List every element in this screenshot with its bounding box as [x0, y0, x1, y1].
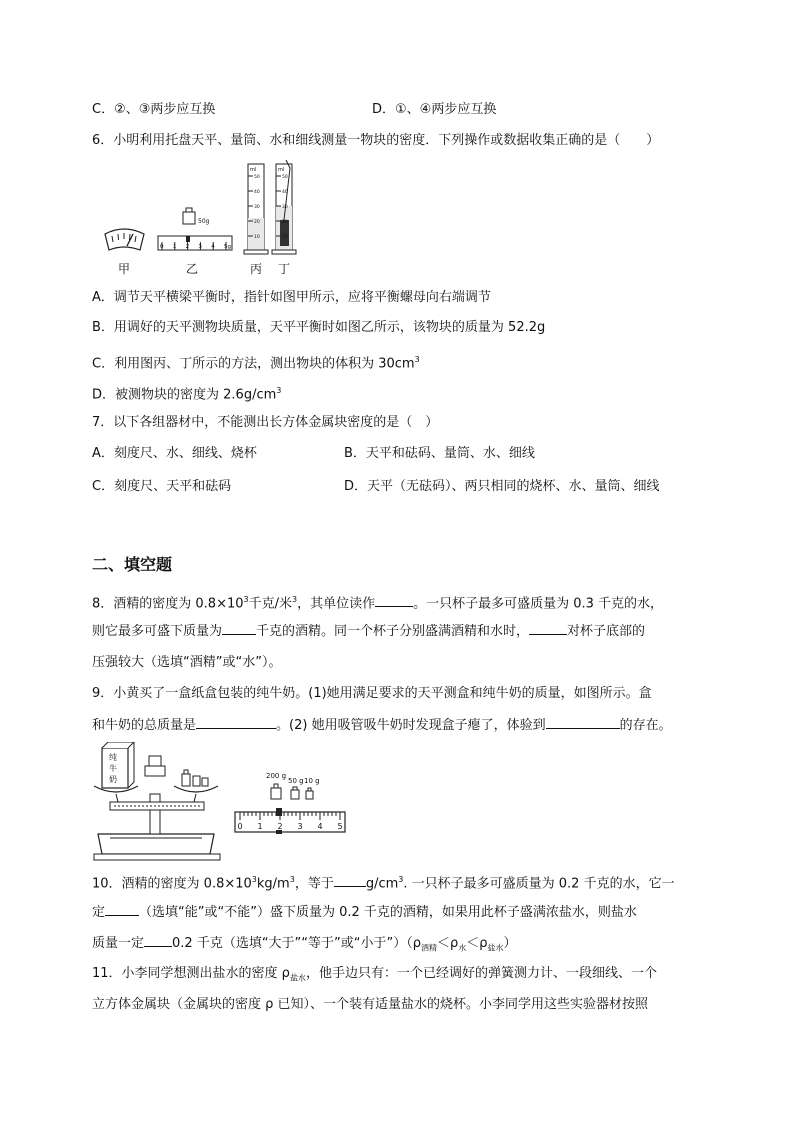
ruler-tick-label: 3 — [198, 244, 202, 250]
q8-blank-2[interactable] — [222, 621, 256, 635]
pan-weights — [182, 770, 208, 786]
q8-l2a: 则它最多可盛下质量为 — [92, 624, 223, 639]
figure-label-yi: 乙 — [186, 262, 199, 276]
q9-line-2 — [92, 715, 672, 736]
q8-blank-3[interactable] — [529, 621, 567, 635]
figure-yi-weight — [183, 208, 210, 225]
q9-ruler — [235, 808, 345, 834]
q8-l1-sup2: 3 — [292, 595, 298, 604]
q10-l3c: ＜ρ — [436, 936, 459, 951]
weight-label-200g: 200 g — [266, 772, 287, 780]
q11-l1a: 11．小李同学想测出盐水的密度 ρ — [92, 966, 290, 981]
section-title-fill-in: 二、填空题 — [92, 555, 173, 574]
q9-blank-1[interactable] — [196, 715, 276, 729]
q10-blank-3[interactable] — [144, 933, 172, 947]
q9-line-1: 9．小黄买了一盒纸盒包装的纯牛奶。(1)她用满足要求的天平测盒和纯牛奶的质量，如图所示。盒 — [92, 686, 652, 701]
q10-l1-sup: 3 — [251, 875, 257, 884]
q10-l1b: kg/m — [256, 876, 290, 892]
q9-l2b: 。(2) 她用吸管吸牛奶时发现盒子瘪了，体验到 — [276, 718, 546, 733]
q6-option-b: B．用调好的天平测物块质量，天平平衡时如图乙所示，该物块的质量为 52.2g — [92, 320, 546, 335]
q8-l1b: 千克/米 — [248, 596, 292, 612]
figure-yi-ruler — [158, 236, 232, 250]
q6-option-d-text: D．被测物块的密度为 2.6g/cm — [92, 387, 277, 403]
weights-row — [271, 784, 313, 799]
figure-label-jia: 甲 — [118, 262, 131, 276]
q11-l1-sub: 盐水 — [289, 973, 306, 983]
cylinder-tick-label: 20 — [254, 220, 260, 225]
cylinder-unit-ding: ml — [278, 167, 285, 173]
ruler-tick-label: 5 — [337, 822, 343, 831]
q9-l2c: 的存在。 — [619, 718, 672, 733]
q10-l1-sup3: 3 — [398, 875, 404, 884]
q7-option-a: A．刻度尺、水、细线、烧杯 — [92, 446, 257, 461]
q10-l2a: 定 — [92, 905, 106, 920]
q6-option-c — [92, 350, 420, 374]
cylinder-tick-label: 30 — [282, 205, 288, 210]
q7-option-d: D．天平（无砝码）、两只相同的烧杯、水、量筒、细线 — [344, 479, 660, 494]
q5-option-c: C．②、③两步应互换 — [92, 102, 216, 117]
cylinder-tick-label: 10 — [254, 235, 260, 240]
ruler-tick-label: 0 — [237, 822, 243, 831]
weight-label-50g: 50 g — [288, 777, 304, 785]
q8-l1d: 。一只杯子最多可盛质量为 0.3 千克的水， — [413, 596, 664, 612]
q8-l1-sup: 3 — [243, 595, 249, 604]
q9-l2a: 和牛奶的总质量是 — [92, 718, 197, 733]
cylinder-tick-label: 30 — [254, 205, 260, 210]
weight-50g-label: 50g — [198, 218, 210, 225]
q7-stem: 7．以下各组器材中，不能测出长方体金属块密度的是（ ） — [92, 415, 439, 430]
q10-line-3 — [92, 933, 517, 959]
ruler-tick-label: 2 — [185, 244, 190, 250]
figure-label-ding: 丁 — [278, 262, 291, 276]
q7-option-b: B．天平和砝码、量筒、水、细线 — [344, 446, 535, 461]
figure-jia-dial — [105, 229, 144, 250]
q8-l1c: ，其单位读作 — [297, 596, 376, 612]
q10-line-1 — [92, 870, 675, 894]
q7-option-c: C．刻度尺、天平和砝码 — [92, 479, 232, 494]
q10-l1a: 10．酒精的密度为 0.8×10 — [92, 876, 252, 892]
q10-l1e: . 一只杯子最多可盛质量为 0.2 千克的水，它一 — [403, 876, 675, 892]
q10-l1-sup2: 3 — [289, 875, 295, 884]
q6-option-c-sup: 3 — [414, 355, 420, 364]
q11-line-1 — [92, 964, 657, 989]
q8-line-3: 压强较大（选填“酒精”或“水”）。 — [92, 655, 282, 670]
q10-blank-2[interactable] — [105, 902, 139, 916]
q10-l3b: 0.2 千克（选填“大于”“等于”或“小于”）（ρ — [172, 936, 421, 951]
q10-l1c: ，等于 — [294, 876, 334, 892]
q10-blank-1[interactable] — [334, 873, 366, 887]
ruler-tick-label: 4 — [211, 244, 215, 250]
q5-option-d: D．①、④两步应互换 — [372, 102, 497, 117]
ruler-tick-label: 1 — [172, 244, 177, 250]
cylinder-tick-label: 10 — [282, 235, 288, 240]
q11-l1b: ，他手边只有：一个已经调好的弹簧测力计、一段细线、一个 — [305, 966, 657, 981]
milk-box-char-3: 奶 — [109, 775, 117, 784]
cylinder-tick-label: 40 — [282, 190, 288, 195]
milk-box-char-2: 牛 — [109, 764, 117, 773]
q10-l2b: （选填“能”或“不能”）盛下质量为 0.2 千克的酒精，如果用此杯子盛满浓盐水，则盐水 — [139, 905, 637, 920]
ruler-tick-label: 0 — [160, 244, 164, 250]
cylinder-unit-bing: ml — [250, 167, 257, 173]
q6-option-d — [92, 381, 281, 405]
q8-l2b: 千克的酒精。同一个杯子分别盛满酒精和水时， — [256, 624, 530, 639]
q10-line-2 — [92, 902, 637, 923]
q10-l3e: ） — [503, 936, 517, 951]
q8-blank-1[interactable] — [375, 593, 413, 607]
q10-l1d: g/cm — [365, 876, 399, 892]
q10-l3a: 质量一定 — [92, 936, 145, 951]
q8-line-2 — [92, 621, 645, 642]
q8-l1a: 8．酒精的密度为 0.8×10 — [92, 596, 244, 612]
milk-box-char-1: 纯 — [109, 753, 117, 762]
figure-label-bing: 丙 — [250, 262, 263, 276]
q9-blank-2[interactable] — [546, 715, 620, 729]
weight-label-10g: 10 g — [304, 777, 320, 785]
ruler-tick-label: 1 — [257, 822, 263, 831]
q9-figure — [90, 742, 356, 864]
q11-line-2: 立方体金属块（金属块的密度 ρ 已知）、一个装有适量盐水的烧杯。小李同学用这些实验器材按照 — [92, 997, 649, 1012]
cylinder-tick-label: 50 — [282, 175, 288, 180]
cylinder-tick-label: 50 — [254, 175, 260, 180]
ruler-tick-label: 4 — [317, 822, 323, 831]
ruler-tick-label: 2 — [277, 822, 283, 831]
q6-option-d-sup: 3 — [276, 386, 282, 395]
q6-option-a: A．调节天平横梁平衡时，指针如图甲所示，应将平衡螺母向右端调节 — [92, 290, 491, 305]
q10-l3d: ＜ρ — [466, 936, 488, 951]
cylinder-tick-label: 40 — [254, 190, 260, 195]
q6-stem: 6．小明利用托盘天平、量筒、水和细线测量一物块的密度．下列操作或数据收集正确的是（ ） — [92, 133, 660, 148]
q6-option-c-text: C．利用图丙、丁所示的方法，测出物块的体积为 30cm — [92, 356, 415, 372]
q10-l3-sub2: 水 — [458, 943, 467, 953]
milk-box — [102, 742, 134, 788]
q10-l3-sub1: 酒精 — [420, 943, 437, 953]
cylinder-tick-label: 20 — [282, 220, 288, 225]
q8-line-1 — [92, 590, 663, 614]
q10-l3-sub3: 盐水 — [487, 943, 504, 953]
q6-figure — [100, 160, 310, 278]
ruler-tick-label: 3 — [297, 822, 303, 831]
ruler-tick-label: 5g — [224, 244, 231, 250]
q8-l2c: 对杯子底部的 — [567, 624, 646, 639]
